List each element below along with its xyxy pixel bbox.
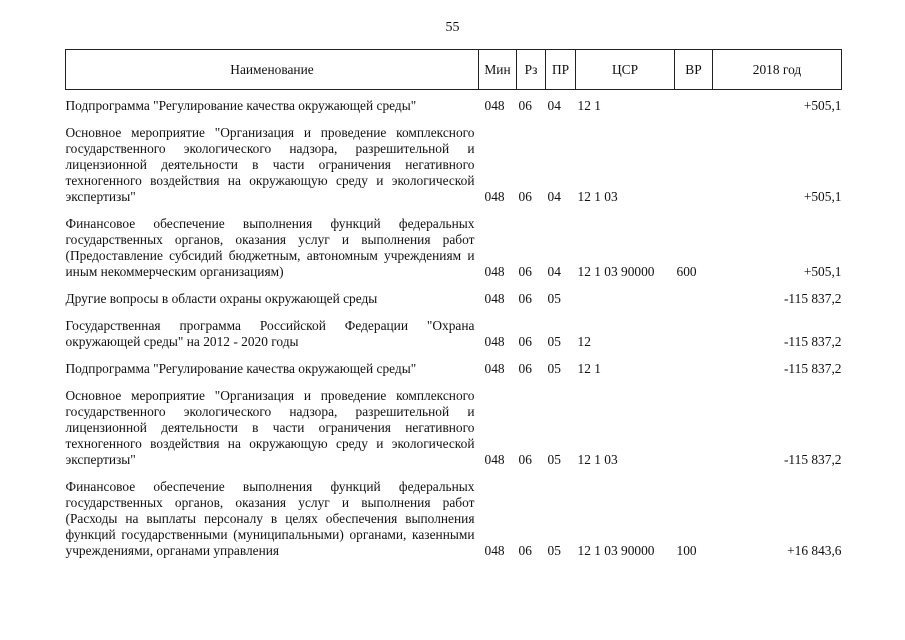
header-min: Мин [479, 50, 517, 90]
table-row [66, 468, 842, 559]
row-rz: 06 [518, 543, 532, 558]
row-min: 048 [484, 452, 505, 467]
row-name: Основное мероприятие "Организация и проведение комплексного государственного экологического надзора, разрешительной и лицензионной деятельности в части ограничения негативного техногенного воздействия на окружающую среду и экологической экспертизы" [65, 388, 475, 467]
row-name: Основное мероприятие "Организация и проведение комплексного государственного экологического надзора, разрешительной и лицензионной деятельности в части ограничения негативного техногенного воздействия на окружающую среду и экологической экспертизы" [65, 125, 475, 204]
row-rz: 06 [518, 452, 532, 467]
row-vr [675, 114, 713, 205]
budget-table [65, 49, 842, 559]
table-row [66, 377, 842, 468]
row-csr: 12 [577, 334, 591, 349]
row-csr: 12 1 03 [577, 189, 618, 204]
row-amount: -115 837,2 [783, 361, 842, 376]
row-pr: 05 [547, 452, 561, 467]
row-amount: +505,1 [803, 264, 842, 279]
row-min: 048 [484, 189, 505, 204]
row-csr: 12 1 03 90000 [577, 543, 655, 558]
row-pr: 04 [547, 189, 561, 204]
page-number: 55 [445, 20, 460, 35]
row-pr: 04 [547, 264, 561, 279]
table-row [66, 280, 842, 307]
row-min: 048 [484, 361, 505, 376]
row-amount: -115 837,2 [783, 291, 842, 306]
row-vr [675, 350, 713, 377]
row-pr: 04 [547, 98, 561, 113]
row-min: 048 [484, 264, 505, 279]
row-vr [675, 307, 713, 350]
row-name: Подпрограмма "Регулирование качества окружающей среды" [65, 361, 417, 376]
row-csr [576, 280, 675, 307]
row-amount: +16 843,6 [787, 543, 842, 558]
table-row [66, 90, 842, 115]
row-vr [675, 280, 713, 307]
row-csr: 12 1 03 [577, 452, 618, 467]
table-row [66, 114, 842, 205]
row-rz: 06 [518, 264, 532, 279]
row-min: 048 [484, 98, 505, 113]
row-name: Финансовое обеспечение выполнения функций федеральных государственных органов, оказания услуг и выполнения работ (Расходы на выплаты персоналу в целях обеспечения выполнения функций государственными (муниципальными) органами, казенными учреждениями, органами управления [65, 479, 475, 558]
header-name: Наименование [66, 50, 479, 90]
row-pr: 05 [547, 543, 561, 558]
row-rz: 06 [518, 98, 532, 113]
row-csr: 12 1 [577, 361, 601, 376]
table-row [66, 205, 842, 280]
row-rz: 06 [518, 291, 532, 306]
row-min: 048 [484, 334, 505, 349]
row-pr: 05 [547, 361, 561, 376]
row-min: 048 [484, 291, 505, 306]
table-row [66, 350, 842, 377]
row-name: Финансовое обеспечение выполнения функций федеральных государственных органов, оказания услуг и выполнения работ (Предоставление субсидий бюджетным, автономным учреждениям и иным некоммерческим организациям) [65, 216, 475, 279]
row-vr [675, 377, 713, 468]
row-rz: 06 [518, 189, 532, 204]
header-rz: Рз [517, 50, 546, 90]
row-csr: 12 1 [577, 98, 601, 113]
row-pr: 05 [547, 334, 561, 349]
row-amount: +505,1 [803, 98, 842, 113]
row-amount: -115 837,2 [783, 452, 842, 467]
row-name: Подпрограмма "Регулирование качества окружающей среды" [65, 98, 417, 113]
header-pr: ПР [546, 50, 576, 90]
row-rz: 06 [518, 334, 532, 349]
row-vr [675, 90, 713, 115]
row-name: Другие вопросы в области охраны окружающей среды [65, 291, 378, 306]
row-pr: 05 [547, 291, 561, 306]
row-csr: 12 1 03 90000 [577, 264, 655, 279]
header-year: 2018 год [713, 50, 842, 90]
table-header-row [66, 50, 842, 90]
row-vr: 100 [676, 543, 697, 558]
row-vr: 600 [676, 264, 697, 279]
row-amount: +505,1 [803, 189, 842, 204]
table-row [66, 307, 842, 350]
row-rz: 06 [518, 361, 532, 376]
header-vr: ВР [675, 50, 713, 90]
header-csr: ЦСР [576, 50, 675, 90]
row-name: Государственная программа Российской Федерации "Охрана окружающей среды" на 2012 - 2020 годы [65, 318, 475, 349]
row-amount: -115 837,2 [783, 334, 842, 349]
row-min: 048 [484, 543, 505, 558]
